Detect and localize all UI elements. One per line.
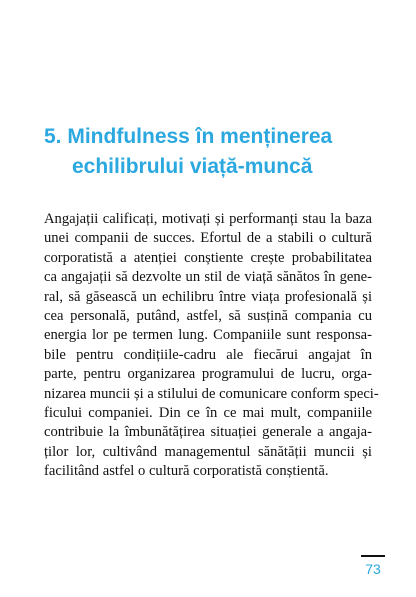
body-line: ficului companiei. Din ce în ce mai mult, companiile [44,405,372,422]
body-line: unei companii de succes. Efortul de a stabili o cultură [44,230,372,247]
body-line: nizarea muncii și a stilului de comunicare conform speci- [44,385,379,402]
body-line: energia lor pe termen lung. Companiile sunt responsa- [44,327,372,344]
chapter-title [44,122,384,182]
body-line: cea personală, putând, astfel, să susțină compania cu [44,308,372,325]
body-line: parte, pentru organizarea programului de lucru, orga- [44,366,372,383]
body-line: corporatistă a atenției conștiente crește probabilitatea [44,249,372,266]
page-number-rule [361,555,385,557]
body-line: ca angajații să dezvolte un stil de viață sănătos în gene- [44,269,372,286]
chapter-title-line-1: 5. Mindfulness în menținerea [44,125,333,148]
chapter-title-line-2: echilibrului viață-muncă [72,155,313,178]
body-paragraph [44,210,379,482]
body-line: ral, să găsească un echilibru între viața profesională și [44,288,372,305]
body-line: contribuie la îmbunătățirea situației generale a angaja- [44,424,372,441]
page-number: 73 [365,561,381,577]
body-line: bile pentru condițiile-cadru ale fiecărui angajat în [44,346,372,363]
body-line: ților lor, cultivând managementul sănătății muncii și [44,443,372,460]
body-line: facilitând astfel o cultură corporatistă conștientă. [44,463,329,480]
body-line: Angajații calificați, motivați și performanți stau la baza [44,211,372,227]
